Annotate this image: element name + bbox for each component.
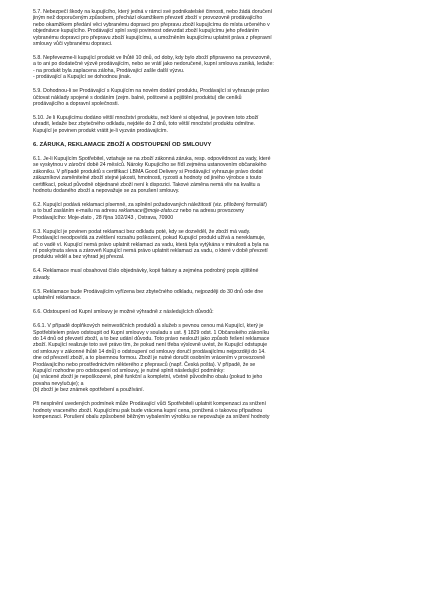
text-line: a to ani po dodatečné výzvě prodávajícím, nebo se vrátí jako nedoručené, kupní smlouva zaniká, ledaže: (33, 61, 274, 68)
text-line: účtovat náklady spojené s dodáním (zejm. balné, poštovné a pojištění produktu) dle ceníků (33, 94, 242, 101)
text-line: Prodávajícího nebo prostřednictvím některého z přepravců (např. Česká pošta). V případě, že se (33, 361, 256, 368)
paragraph-p-6-2 (33, 202, 391, 221)
text-line: 6.5. Reklamace bude Prodávajícím vyřízena bez zbytečného odkladu, nejpozději do 30 dnů ode dne (33, 288, 264, 295)
text-line: Kupující je povinen produkt vrátit je-li vyzván prodávajícím. (33, 127, 168, 134)
text-line: uhradit, ledaže bez zbytečného odkladu, nejdéle do 2 dnů, toto větší množství produktu odmítne. (33, 121, 256, 128)
paragraph-p-5-9 (33, 88, 391, 107)
text-line: dne od převzetí zboží, a to písemnou formou. Zboží je nutné doručit osobním vrácením v provozovně (33, 355, 266, 362)
text-line: 6.6.1. V případě doplňkových neinvestičních produktů a služeb s pevnou cenou má Kupující, který je (33, 323, 264, 330)
text-line: Prodávajícího: Moje-zlato , 28 října 102/243 , Ostrava, 70900 (33, 214, 174, 221)
text-line: Kupující rozhodne pro odstoupení od smlouvy, je nutné splnit následující podmínky: (33, 368, 225, 374)
text-line: hodnotu dodaného zboží a nepovažuje se za porušení smlouvy. (33, 187, 180, 194)
reklamace-email-link[interactable]: reklamace@moje-zlato.cz (118, 208, 179, 215)
text-line: - prodávající a Kupující se dohodnou jinak. (33, 74, 132, 81)
text-line: 5.10. Je li Kupujícímu dodáno větší množství produktu, než které si objednal, je povinen toto zboží (33, 115, 259, 122)
text-line: Spotřebitelem právo odstoupit od Kupní smlouvy v souladu s ust. § 1829 odst. 1 Občanského zákoníku (33, 329, 270, 336)
paragraph-p-6-6 (33, 309, 391, 315)
text-line: jiným než doporučeným způsobem, přechází okamžikem převzetí zboží v provozovně prodávajícího (33, 15, 263, 22)
text-line: 5.9. Dohodnou-li se Prodávající s Kupujícím na novém dodání produktu, Prodávající si vyhrazuje právo (33, 88, 270, 95)
text-line: (b) zboží je bez známek opotřebení a používání. (33, 387, 145, 394)
text-line: produktu věděl a bez výhrad jej převzal. (33, 254, 125, 261)
text-line: závady. (33, 274, 51, 281)
text-line: uplatnění reklamace. (33, 295, 82, 302)
text-line: zákoníku. V případě produktů s certifikací LBMA Good Delivery si Prodávající vyhrazuje právo dodat (33, 168, 263, 175)
text-line: Prodávající neodpovídá za zvětšení rozsahu poškození, pokud Kupující produkt užívá a nereklamuje, (33, 235, 266, 242)
paragraph-p-6-6-1 (33, 323, 391, 393)
text-line: 5.7. Nebezpečí škody na kupujícího, který jedná v rámci své podnikatelské činnosti, nebo žádá doručení (33, 9, 273, 15)
text-line: 6.1. Je-li Kupujícím Spotřebitel, vztahuje se na zboží zákonná záruka, resp. odpovědnost za vady, které (33, 155, 271, 162)
line-part: a to buď zasláním e-mailu na adresu (33, 208, 119, 215)
text-line: od smlouvy v zákonné lhůtě 14 dnů) o odstoupení od smlouvy doručí prodávajícímu nejpozději do 14. (33, 348, 266, 355)
text-line: vybranému dopravci pro přepravu zboží kupujícímu, a umožněním kupujícímu uplatnit práva z přepravní (33, 34, 272, 41)
text-line: prodávajícího a dopravní společnosti. (33, 101, 119, 108)
text-line: ní poskytnuta sleva a zároveň Kupující nemá právo uplatnit reklamaci za vadu, o které v době převzetí (33, 247, 268, 254)
line-part: nebo na adresu provozovny (178, 208, 244, 215)
text-line: 5.8. Nepřevezme-li kupující produkt ve lhůtě 10 dnů, od doby, kdy bylo zboží připraveno na provozovně, (33, 55, 272, 62)
paragraph-p-6-4 (33, 268, 391, 281)
paragraph-p-5-7 (33, 9, 391, 47)
text-line: hodnoty vraceného zboží. Kupujícímu pak bude vrácena kupní cena, ponížená o takovou případnou (33, 407, 263, 414)
paragraph-p-6-5 (33, 289, 391, 302)
paragraph-p-6-1 (33, 156, 391, 194)
text-line: zboží. Kupující realizuje toto své právo tím, že pokud není třeba výslovně uvést, že Kupující odstupuje (33, 342, 268, 349)
text-line: smlouvy vůči vybranému dopravci. (33, 41, 113, 48)
text-line: nebo okamžikem předání věci vybranému dopravci pro přepravu zboží kupujícímu do místa určeného v (33, 21, 270, 28)
paragraph-p-5-10 (33, 115, 391, 134)
text-line: se vyskytnou v zároční době 24 měsíců. Nároky Kupujícího se řídí zejména ustanovením občanského (33, 162, 267, 169)
paragraph-p-last (33, 401, 391, 420)
text-line: certifikací, pokud původně objednané zboží není k dispozici. Takové záměna nemá vliv na kvalitu a (33, 181, 260, 188)
section-6-heading: 6. ZÁRUKA, REKLAMACE ZBOŽÍ A ODSTOUPENÍ OD SMLOUVY (33, 141, 212, 148)
section-6-paragraphs (33, 156, 391, 421)
text-line: ač o vadě ví. Kupující nemá právo uplatnit reklamaci za vadu, která byla vytýkána v minulosti a byla na (33, 241, 269, 248)
text-line: Při nesplnění uvedených podmínek může Prodávající vůči Spotřebiteli uplatnit kompenzaci za snížení (33, 401, 266, 408)
text-line: 6.3. Kupující je povinen podat reklamaci bez odkladu poté, kdy se dozvěděl, že zboží má vady. (33, 228, 251, 235)
paragraph-p-6-3 (33, 229, 391, 261)
text-line: zákazníkovi zaměnitelné zboží stejné jakosti, hmotnosti, ryzosti a hodnoty od jiného výrobce s touto (33, 175, 262, 182)
paragraph-p-5-8 (33, 55, 391, 81)
text-line: kompenzaci. Porušení obalu způsobené běžným vybalením výrobku se nepovažuje za snížení hodnoty (33, 414, 270, 421)
text-line: do 14 dnů od převzetí zboží, a to bez udání důvodu. Toto právo neslouží jako způsob řešení reklamace (33, 335, 270, 342)
text-line: 6.4. Reklamace musí obsahovat číslo objednávky, kopii faktury a zejména podrobný popis zjištěné (33, 268, 259, 275)
text-line: objednávce kupujícího. Prodávající splní svoji povinnost odevzdat zboží kupujícímu jeho předáním (33, 28, 259, 35)
text-line: 6.2. Kupující podává reklamaci písemně, za splnění požadovaných náležitostí (viz. přiložený formulář) (33, 201, 267, 208)
section-5-paragraphs (33, 9, 391, 134)
text-line: - na produkt byla zaplacena záloha, Prodávající zašle další výzvu. (33, 67, 185, 74)
text-line: (a) vrácené zboží je nepoškozené, plně funkční a kompletní, včetně původního obalu (pokud to jeho (33, 374, 263, 381)
text-line: povaha nevylučuje); a (33, 380, 84, 387)
text-line: 6.6. Odstoupení od Kupní smlouvy je možné výhradně z následujících důvodů: (33, 309, 214, 316)
